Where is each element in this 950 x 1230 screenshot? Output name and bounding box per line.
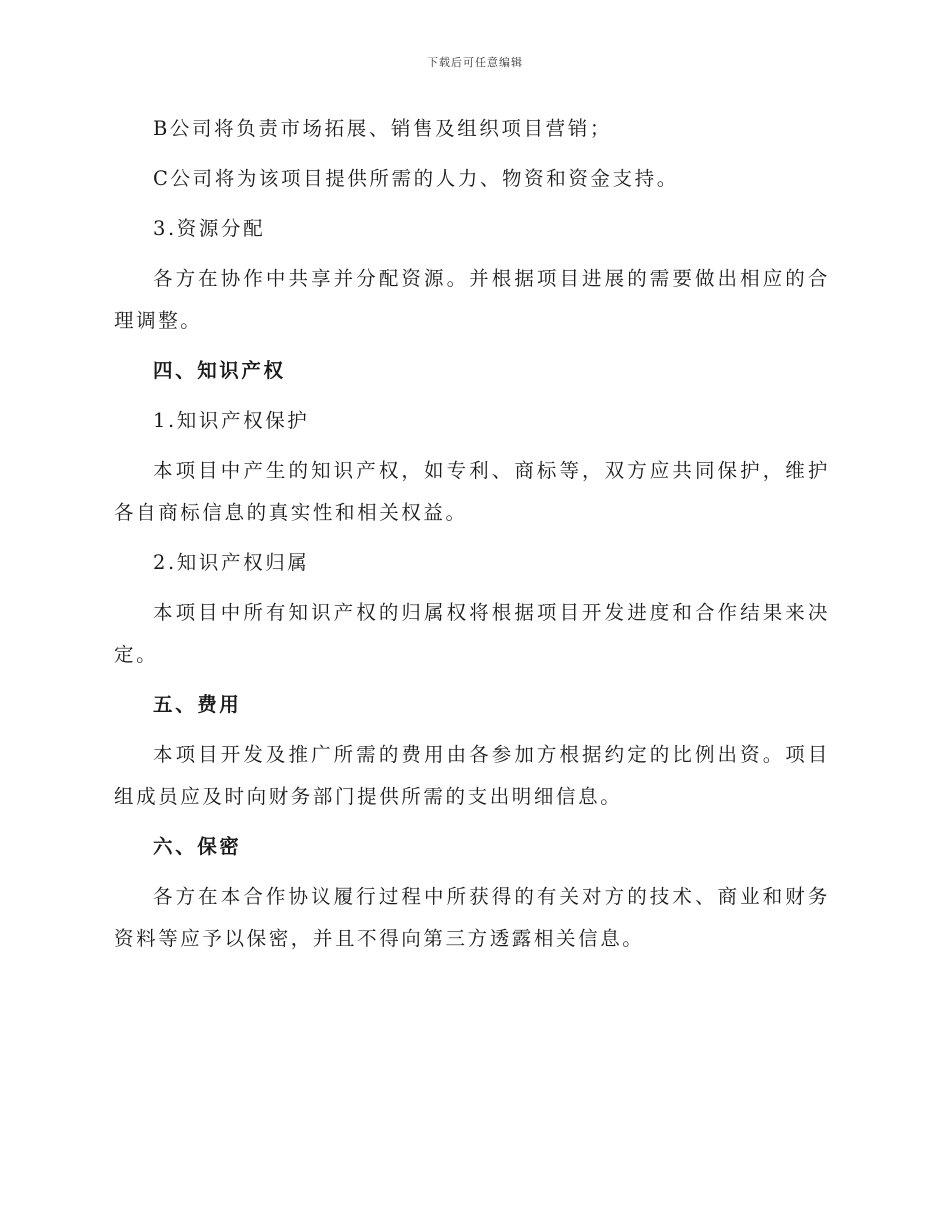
paragraph-c-company: C公司将为该项目提供所需的人力、物资和资金支持。 — [153, 167, 679, 190]
subheading-resource-allocation: 3.资源分配 — [153, 217, 266, 240]
paragraph-ip-ownership: 本项目中所有知识产权的归属权将根据项目开发进度和合作结果来决定。 — [114, 601, 830, 666]
section-heading-fees: 五、费用 — [153, 693, 242, 716]
paragraph-resource-sharing: 各方在协作中共享并分配资源。并根据项目进展的需要做出相应的合理调整。 — [114, 267, 830, 332]
paragraph-fees: 本项目开发及推广所需的费用由各参加方根据约定的比例出资。项目组成员应及时向财务部门提供所需的支出明细信息。 — [114, 743, 830, 808]
document-body — [114, 108, 830, 968]
paragraph-confidentiality: 各方在本合作协议履行过程中所获得的有关对方的技术、商业和财务资料等应予以保密，并且不得向第三方透露相关信息。 — [114, 885, 830, 950]
paragraph-ip-protection: 本项目中产生的知识产权，如专利、商标等，双方应共同保护，维护各自商标信息的真实性和相关权益。 — [114, 459, 830, 524]
subheading-ip-ownership: 2.知识产权归属 — [153, 551, 310, 574]
section-heading-confidentiality: 六、保密 — [153, 835, 242, 858]
subheading-ip-protection: 1.知识产权保护 — [153, 409, 310, 432]
header-note: 下载后可任意编辑 — [427, 56, 523, 69]
paragraph-b-company: B公司将负责市场拓展、销售及组织项目营销； — [153, 117, 612, 140]
section-heading-ip: 四、知识产权 — [153, 359, 286, 382]
